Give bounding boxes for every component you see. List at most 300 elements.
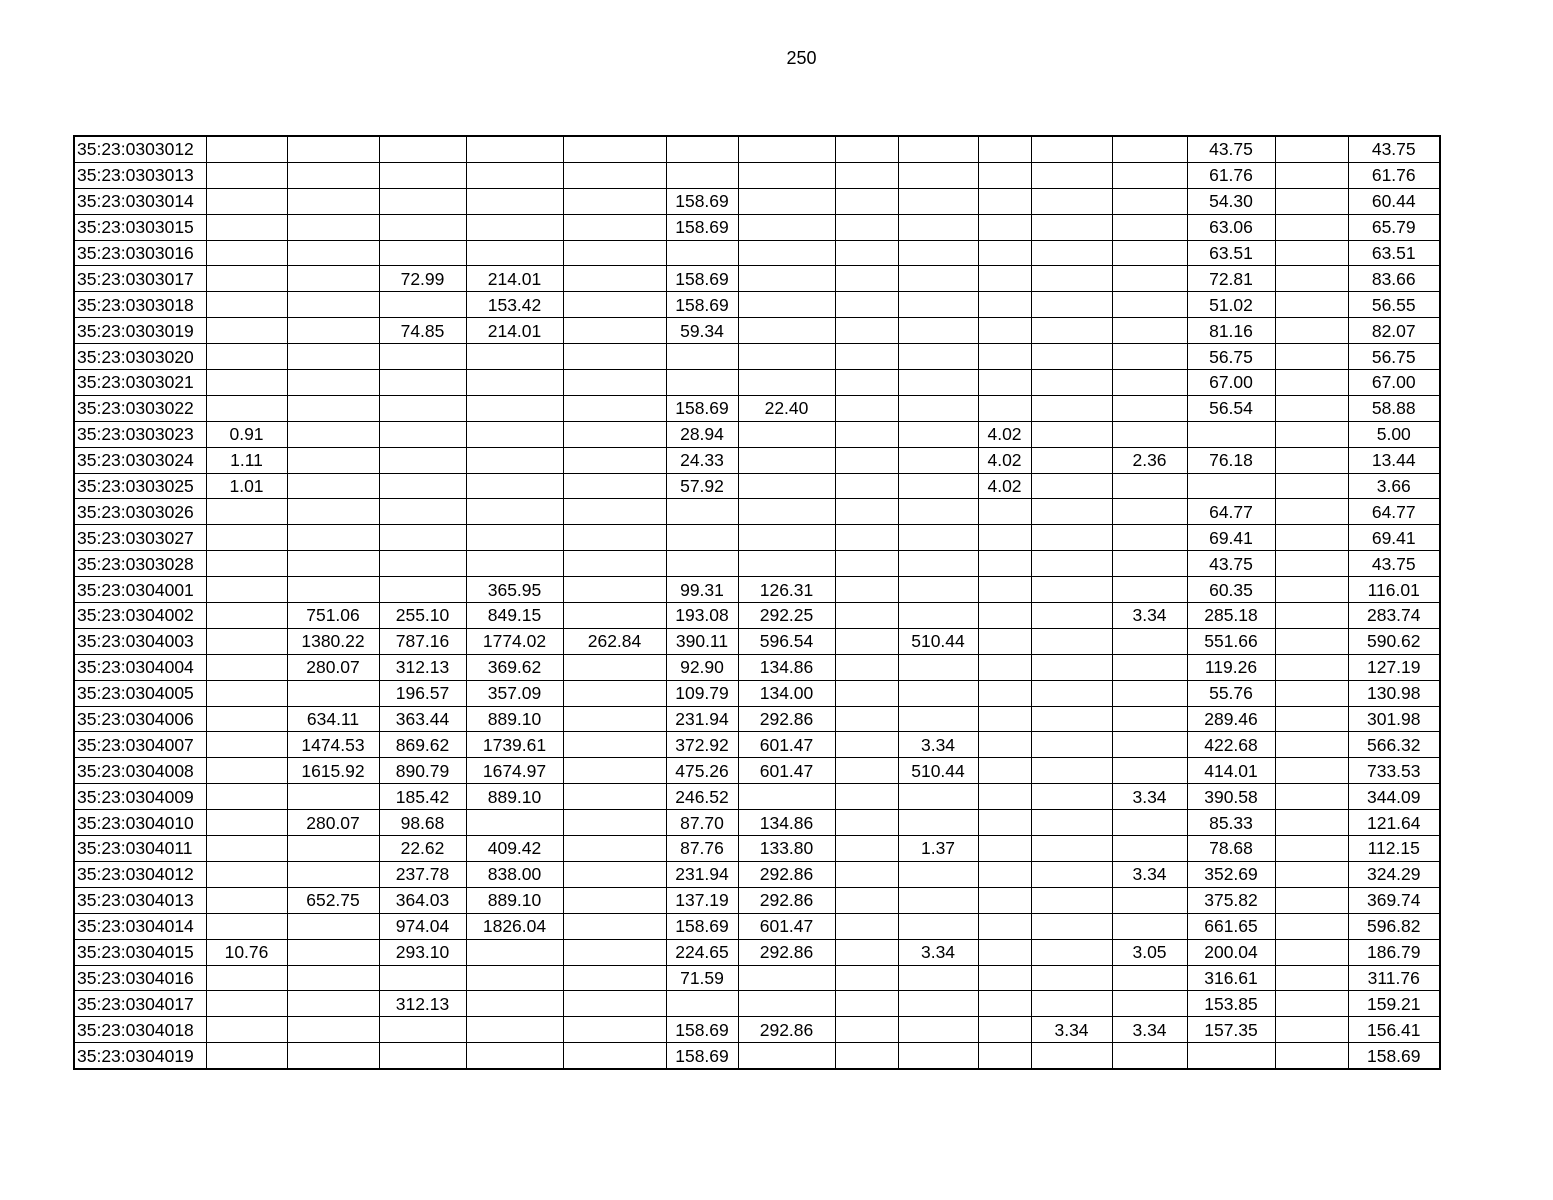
table-cell xyxy=(978,758,1031,784)
table-cell xyxy=(738,784,835,810)
table-cell: 98.68 xyxy=(379,810,466,836)
table-row xyxy=(74,913,1440,939)
table-cell: 82.07 xyxy=(1348,318,1440,344)
table-cell xyxy=(1112,162,1187,188)
table-cell: 590.62 xyxy=(1348,628,1440,654)
table-cell xyxy=(1112,525,1187,551)
data-table xyxy=(73,135,1441,1070)
table-cell: 126.31 xyxy=(738,577,835,603)
table-cell: 301.98 xyxy=(1348,706,1440,732)
table-cell xyxy=(287,292,379,318)
table-cell xyxy=(1275,395,1348,421)
table-cell: 1474.53 xyxy=(287,732,379,758)
table-cell xyxy=(1275,577,1348,603)
table-cell xyxy=(1275,292,1348,318)
table-cell xyxy=(1112,499,1187,525)
table-cell: 10.76 xyxy=(206,939,287,965)
table-cell xyxy=(898,318,978,344)
table-cell xyxy=(287,395,379,421)
table-cell xyxy=(666,240,738,266)
table-cell xyxy=(1112,421,1187,447)
table-cell: 157.35 xyxy=(1187,1017,1275,1043)
table-cell xyxy=(466,965,563,991)
cadastral-id-cell: 35:23:0303020 xyxy=(74,344,206,370)
table-cell xyxy=(898,499,978,525)
table-cell xyxy=(206,344,287,370)
cadastral-id-cell: 35:23:0304011 xyxy=(74,836,206,862)
table-cell xyxy=(1031,318,1112,344)
table-cell: 0.91 xyxy=(206,421,287,447)
table-cell xyxy=(287,136,379,162)
table-cell xyxy=(978,706,1031,732)
cadastral-id-cell: 35:23:0304009 xyxy=(74,784,206,810)
table-cell: 69.41 xyxy=(1348,525,1440,551)
table-row xyxy=(74,603,1440,629)
table-cell: 3.34 xyxy=(1112,784,1187,810)
table-cell xyxy=(898,395,978,421)
table-cell: 78.68 xyxy=(1187,836,1275,862)
table-cell xyxy=(1031,836,1112,862)
table-row xyxy=(74,214,1440,240)
table-cell: 1.01 xyxy=(206,473,287,499)
table-cell xyxy=(1112,654,1187,680)
table-cell xyxy=(287,939,379,965)
table-cell xyxy=(1275,913,1348,939)
table-cell xyxy=(287,421,379,447)
table-cell: 601.47 xyxy=(738,732,835,758)
table-cell: 890.79 xyxy=(379,758,466,784)
table-cell xyxy=(1031,370,1112,396)
table-cell xyxy=(206,525,287,551)
table-cell: 67.00 xyxy=(1187,370,1275,396)
table-cell xyxy=(978,913,1031,939)
table-cell: 3.34 xyxy=(1112,861,1187,887)
table-cell xyxy=(1275,1043,1348,1069)
cadastral-id-cell: 35:23:0303019 xyxy=(74,318,206,344)
table-cell xyxy=(1031,654,1112,680)
table-cell: 22.40 xyxy=(738,395,835,421)
table-cell xyxy=(835,214,898,240)
table-cell xyxy=(1275,370,1348,396)
table-cell xyxy=(1275,887,1348,913)
table-cell xyxy=(835,395,898,421)
table-cell: 43.75 xyxy=(1348,551,1440,577)
table-cell: 159.21 xyxy=(1348,991,1440,1017)
table-cell: 158.69 xyxy=(666,1043,738,1069)
table-cell: 158.69 xyxy=(666,188,738,214)
table-cell: 889.10 xyxy=(466,706,563,732)
table-cell: 158.69 xyxy=(666,266,738,292)
table-cell: 255.10 xyxy=(379,603,466,629)
table-cell xyxy=(563,603,666,629)
table-cell xyxy=(287,1017,379,1043)
cadastral-id-cell: 35:23:0303017 xyxy=(74,266,206,292)
table-cell xyxy=(379,136,466,162)
table-cell: 292.86 xyxy=(738,706,835,732)
table-cell xyxy=(1275,214,1348,240)
table-cell xyxy=(1275,499,1348,525)
table-cell xyxy=(978,162,1031,188)
table-row xyxy=(74,136,1440,162)
table-cell xyxy=(1112,292,1187,318)
table-cell xyxy=(898,991,978,1017)
table-cell: 352.69 xyxy=(1187,861,1275,887)
table-cell xyxy=(563,1043,666,1069)
table-cell xyxy=(978,370,1031,396)
table-cell: 3.34 xyxy=(898,732,978,758)
table-cell xyxy=(898,240,978,266)
table-cell xyxy=(206,732,287,758)
table-cell xyxy=(835,706,898,732)
table-cell xyxy=(379,499,466,525)
table-cell: 83.66 xyxy=(1348,266,1440,292)
table-cell xyxy=(287,214,379,240)
table-cell xyxy=(898,654,978,680)
table-cell: 112.15 xyxy=(1348,836,1440,862)
table-cell xyxy=(206,628,287,654)
table-cell xyxy=(287,991,379,1017)
table-cell: 137.19 xyxy=(666,887,738,913)
table-cell xyxy=(978,240,1031,266)
table-cell xyxy=(738,344,835,370)
table-row xyxy=(74,421,1440,447)
table-cell: 237.78 xyxy=(379,861,466,887)
table-cell xyxy=(466,370,563,396)
cadastral-id-cell: 35:23:0304018 xyxy=(74,1017,206,1043)
table-cell: 3.34 xyxy=(1112,1017,1187,1043)
table-cell: 214.01 xyxy=(466,318,563,344)
table-row xyxy=(74,240,1440,266)
table-cell: 838.00 xyxy=(466,861,563,887)
table-cell xyxy=(835,1017,898,1043)
table-cell xyxy=(835,344,898,370)
table-cell xyxy=(206,913,287,939)
table-cell: 869.62 xyxy=(379,732,466,758)
table-cell xyxy=(978,887,1031,913)
table-cell xyxy=(1275,965,1348,991)
table-cell: 2.36 xyxy=(1112,447,1187,473)
table-cell xyxy=(978,965,1031,991)
table-cell: 510.44 xyxy=(898,628,978,654)
table-cell: 364.03 xyxy=(379,887,466,913)
table-row xyxy=(74,499,1440,525)
table-cell: 51.02 xyxy=(1187,292,1275,318)
table-cell xyxy=(1275,810,1348,836)
table-cell xyxy=(1112,732,1187,758)
table-cell xyxy=(1031,188,1112,214)
table-cell xyxy=(738,965,835,991)
table-cell: 158.69 xyxy=(666,214,738,240)
table-cell: 55.76 xyxy=(1187,680,1275,706)
table-cell xyxy=(978,680,1031,706)
table-cell xyxy=(1031,162,1112,188)
table-cell xyxy=(1031,447,1112,473)
table-row xyxy=(74,991,1440,1017)
table-cell xyxy=(978,499,1031,525)
table-row xyxy=(74,732,1440,758)
table-cell xyxy=(379,214,466,240)
table-cell xyxy=(898,421,978,447)
table-cell: 292.86 xyxy=(738,861,835,887)
table-cell: 292.86 xyxy=(738,939,835,965)
table-cell: 153.42 xyxy=(466,292,563,318)
table-cell xyxy=(738,136,835,162)
table-cell: 85.33 xyxy=(1187,810,1275,836)
table-cell xyxy=(978,344,1031,370)
table-cell xyxy=(898,887,978,913)
table-cell xyxy=(835,810,898,836)
table-cell xyxy=(379,162,466,188)
table-cell: 200.04 xyxy=(1187,939,1275,965)
table-cell xyxy=(1275,162,1348,188)
table-cell xyxy=(666,136,738,162)
table-cell xyxy=(466,214,563,240)
cadastral-id-cell: 35:23:0304001 xyxy=(74,577,206,603)
table-row xyxy=(74,266,1440,292)
table-cell xyxy=(1275,525,1348,551)
table-cell: 787.16 xyxy=(379,628,466,654)
table-cell: 65.79 xyxy=(1348,214,1440,240)
table-cell: 292.86 xyxy=(738,1017,835,1043)
table-cell: 231.94 xyxy=(666,706,738,732)
cadastral-id-cell: 35:23:0304004 xyxy=(74,654,206,680)
table-cell: 56.75 xyxy=(1348,344,1440,370)
cadastral-id-cell: 35:23:0304006 xyxy=(74,706,206,732)
table-cell xyxy=(206,603,287,629)
table-cell: 134.00 xyxy=(738,680,835,706)
table-cell xyxy=(379,292,466,318)
table-cell xyxy=(563,913,666,939)
table-cell: 510.44 xyxy=(898,758,978,784)
table-cell xyxy=(978,551,1031,577)
table-cell: 422.68 xyxy=(1187,732,1275,758)
table-cell xyxy=(563,395,666,421)
table-cell xyxy=(835,266,898,292)
table-cell: 1380.22 xyxy=(287,628,379,654)
table-cell xyxy=(978,318,1031,344)
table-cell xyxy=(563,266,666,292)
table-cell: 316.61 xyxy=(1187,965,1275,991)
table-cell: 369.62 xyxy=(466,654,563,680)
table-cell: 289.46 xyxy=(1187,706,1275,732)
table-cell xyxy=(898,551,978,577)
table-cell xyxy=(738,1043,835,1069)
table-cell xyxy=(978,188,1031,214)
table-cell xyxy=(563,1017,666,1043)
table-cell xyxy=(1112,628,1187,654)
table-cell xyxy=(466,499,563,525)
table-cell: 99.31 xyxy=(666,577,738,603)
table-cell: 293.10 xyxy=(379,939,466,965)
table-cell xyxy=(978,991,1031,1017)
table-cell: 81.16 xyxy=(1187,318,1275,344)
table-cell: 134.86 xyxy=(738,810,835,836)
table-cell xyxy=(1275,758,1348,784)
table-cell xyxy=(1275,447,1348,473)
table-cell: 196.57 xyxy=(379,680,466,706)
table-cell xyxy=(835,447,898,473)
cadastral-id-cell: 35:23:0303028 xyxy=(74,551,206,577)
cadastral-id-cell: 35:23:0304015 xyxy=(74,939,206,965)
table-cell xyxy=(1112,473,1187,499)
table-cell xyxy=(1112,577,1187,603)
table-cell xyxy=(466,162,563,188)
table-cell xyxy=(1112,887,1187,913)
cadastral-id-cell: 35:23:0303025 xyxy=(74,473,206,499)
table-cell: 1774.02 xyxy=(466,628,563,654)
table-cell xyxy=(206,266,287,292)
table-cell xyxy=(206,991,287,1017)
table-cell: 158.69 xyxy=(666,1017,738,1043)
table-cell: 231.94 xyxy=(666,861,738,887)
table-cell xyxy=(666,525,738,551)
table-cell xyxy=(1031,473,1112,499)
table-row xyxy=(74,758,1440,784)
table-row xyxy=(74,162,1440,188)
table-cell xyxy=(666,370,738,396)
table-cell: 596.82 xyxy=(1348,913,1440,939)
table-cell: 63.51 xyxy=(1348,240,1440,266)
table-cell xyxy=(1187,421,1275,447)
table-cell xyxy=(287,1043,379,1069)
table-cell xyxy=(563,370,666,396)
table-cell xyxy=(1031,991,1112,1017)
table-row xyxy=(74,1043,1440,1069)
table-cell xyxy=(206,136,287,162)
table-cell: 60.35 xyxy=(1187,577,1275,603)
table-cell xyxy=(898,214,978,240)
table-cell xyxy=(206,318,287,344)
table-cell xyxy=(1031,603,1112,629)
table-cell: 849.15 xyxy=(466,603,563,629)
table-cell xyxy=(1275,680,1348,706)
table-cell xyxy=(466,551,563,577)
table-row xyxy=(74,680,1440,706)
table-cell xyxy=(206,240,287,266)
table-cell: 4.02 xyxy=(978,473,1031,499)
table-cell xyxy=(898,965,978,991)
table-cell xyxy=(466,421,563,447)
table-cell xyxy=(835,551,898,577)
table-cell: 365.95 xyxy=(466,577,563,603)
table-cell xyxy=(1112,758,1187,784)
table-row xyxy=(74,784,1440,810)
table-cell: 357.09 xyxy=(466,680,563,706)
table-cell xyxy=(835,162,898,188)
table-row xyxy=(74,654,1440,680)
table-cell xyxy=(563,706,666,732)
table-cell xyxy=(1112,214,1187,240)
table-cell xyxy=(835,499,898,525)
table-cell: 974.04 xyxy=(379,913,466,939)
table-cell: 69.41 xyxy=(1187,525,1275,551)
table-cell xyxy=(563,861,666,887)
table-cell xyxy=(563,240,666,266)
table-row xyxy=(74,525,1440,551)
table-cell xyxy=(898,344,978,370)
table-row xyxy=(74,706,1440,732)
table-cell: 193.08 xyxy=(666,603,738,629)
table-row xyxy=(74,836,1440,862)
table-cell xyxy=(287,861,379,887)
table-cell xyxy=(978,861,1031,887)
cadastral-id-cell: 35:23:0303023 xyxy=(74,421,206,447)
table-cell: 733.53 xyxy=(1348,758,1440,784)
table-cell xyxy=(1275,628,1348,654)
table-cell xyxy=(287,525,379,551)
table-cell xyxy=(1275,421,1348,447)
table-row xyxy=(74,370,1440,396)
table-cell xyxy=(379,1043,466,1069)
table-cell xyxy=(287,784,379,810)
table-cell xyxy=(1275,188,1348,214)
table-cell: 551.66 xyxy=(1187,628,1275,654)
table-cell xyxy=(206,680,287,706)
table-cell xyxy=(666,499,738,525)
table-cell xyxy=(1187,1043,1275,1069)
table-cell xyxy=(898,162,978,188)
table-cell xyxy=(835,240,898,266)
table-cell xyxy=(1031,939,1112,965)
table-cell: 889.10 xyxy=(466,784,563,810)
cadastral-id-cell: 35:23:0303026 xyxy=(74,499,206,525)
table-cell xyxy=(835,913,898,939)
table-row xyxy=(74,447,1440,473)
table-cell xyxy=(287,836,379,862)
table-row xyxy=(74,473,1440,499)
table-cell: 87.70 xyxy=(666,810,738,836)
table-cell: 262.84 xyxy=(563,628,666,654)
table-cell xyxy=(1275,240,1348,266)
table-cell: 292.25 xyxy=(738,603,835,629)
table-cell: 3.34 xyxy=(898,939,978,965)
table-cell xyxy=(206,706,287,732)
table-cell xyxy=(835,318,898,344)
cadastral-id-cell: 35:23:0304014 xyxy=(74,913,206,939)
table-cell xyxy=(898,370,978,396)
table-cell xyxy=(898,525,978,551)
table-cell xyxy=(978,266,1031,292)
table-cell: 59.34 xyxy=(666,318,738,344)
table-cell xyxy=(206,395,287,421)
table-cell xyxy=(898,706,978,732)
table-cell: 246.52 xyxy=(666,784,738,810)
cadastral-id-cell: 35:23:0303024 xyxy=(74,447,206,473)
table-cell xyxy=(1031,628,1112,654)
table-cell: 71.59 xyxy=(666,965,738,991)
table-cell xyxy=(978,214,1031,240)
table-cell xyxy=(835,991,898,1017)
table-row xyxy=(74,628,1440,654)
table-cell xyxy=(835,292,898,318)
table-cell xyxy=(835,836,898,862)
table-cell xyxy=(978,1017,1031,1043)
table-cell: 344.09 xyxy=(1348,784,1440,810)
table-cell: 363.44 xyxy=(379,706,466,732)
table-cell xyxy=(287,266,379,292)
table-cell xyxy=(835,680,898,706)
table-cell xyxy=(738,473,835,499)
table-cell: 292.86 xyxy=(738,887,835,913)
table-cell xyxy=(206,499,287,525)
table-cell xyxy=(1112,551,1187,577)
table-cell xyxy=(835,525,898,551)
table-cell xyxy=(898,136,978,162)
table-cell: 153.85 xyxy=(1187,991,1275,1017)
table-cell xyxy=(835,421,898,447)
table-cell xyxy=(466,447,563,473)
table-cell: 158.69 xyxy=(666,395,738,421)
